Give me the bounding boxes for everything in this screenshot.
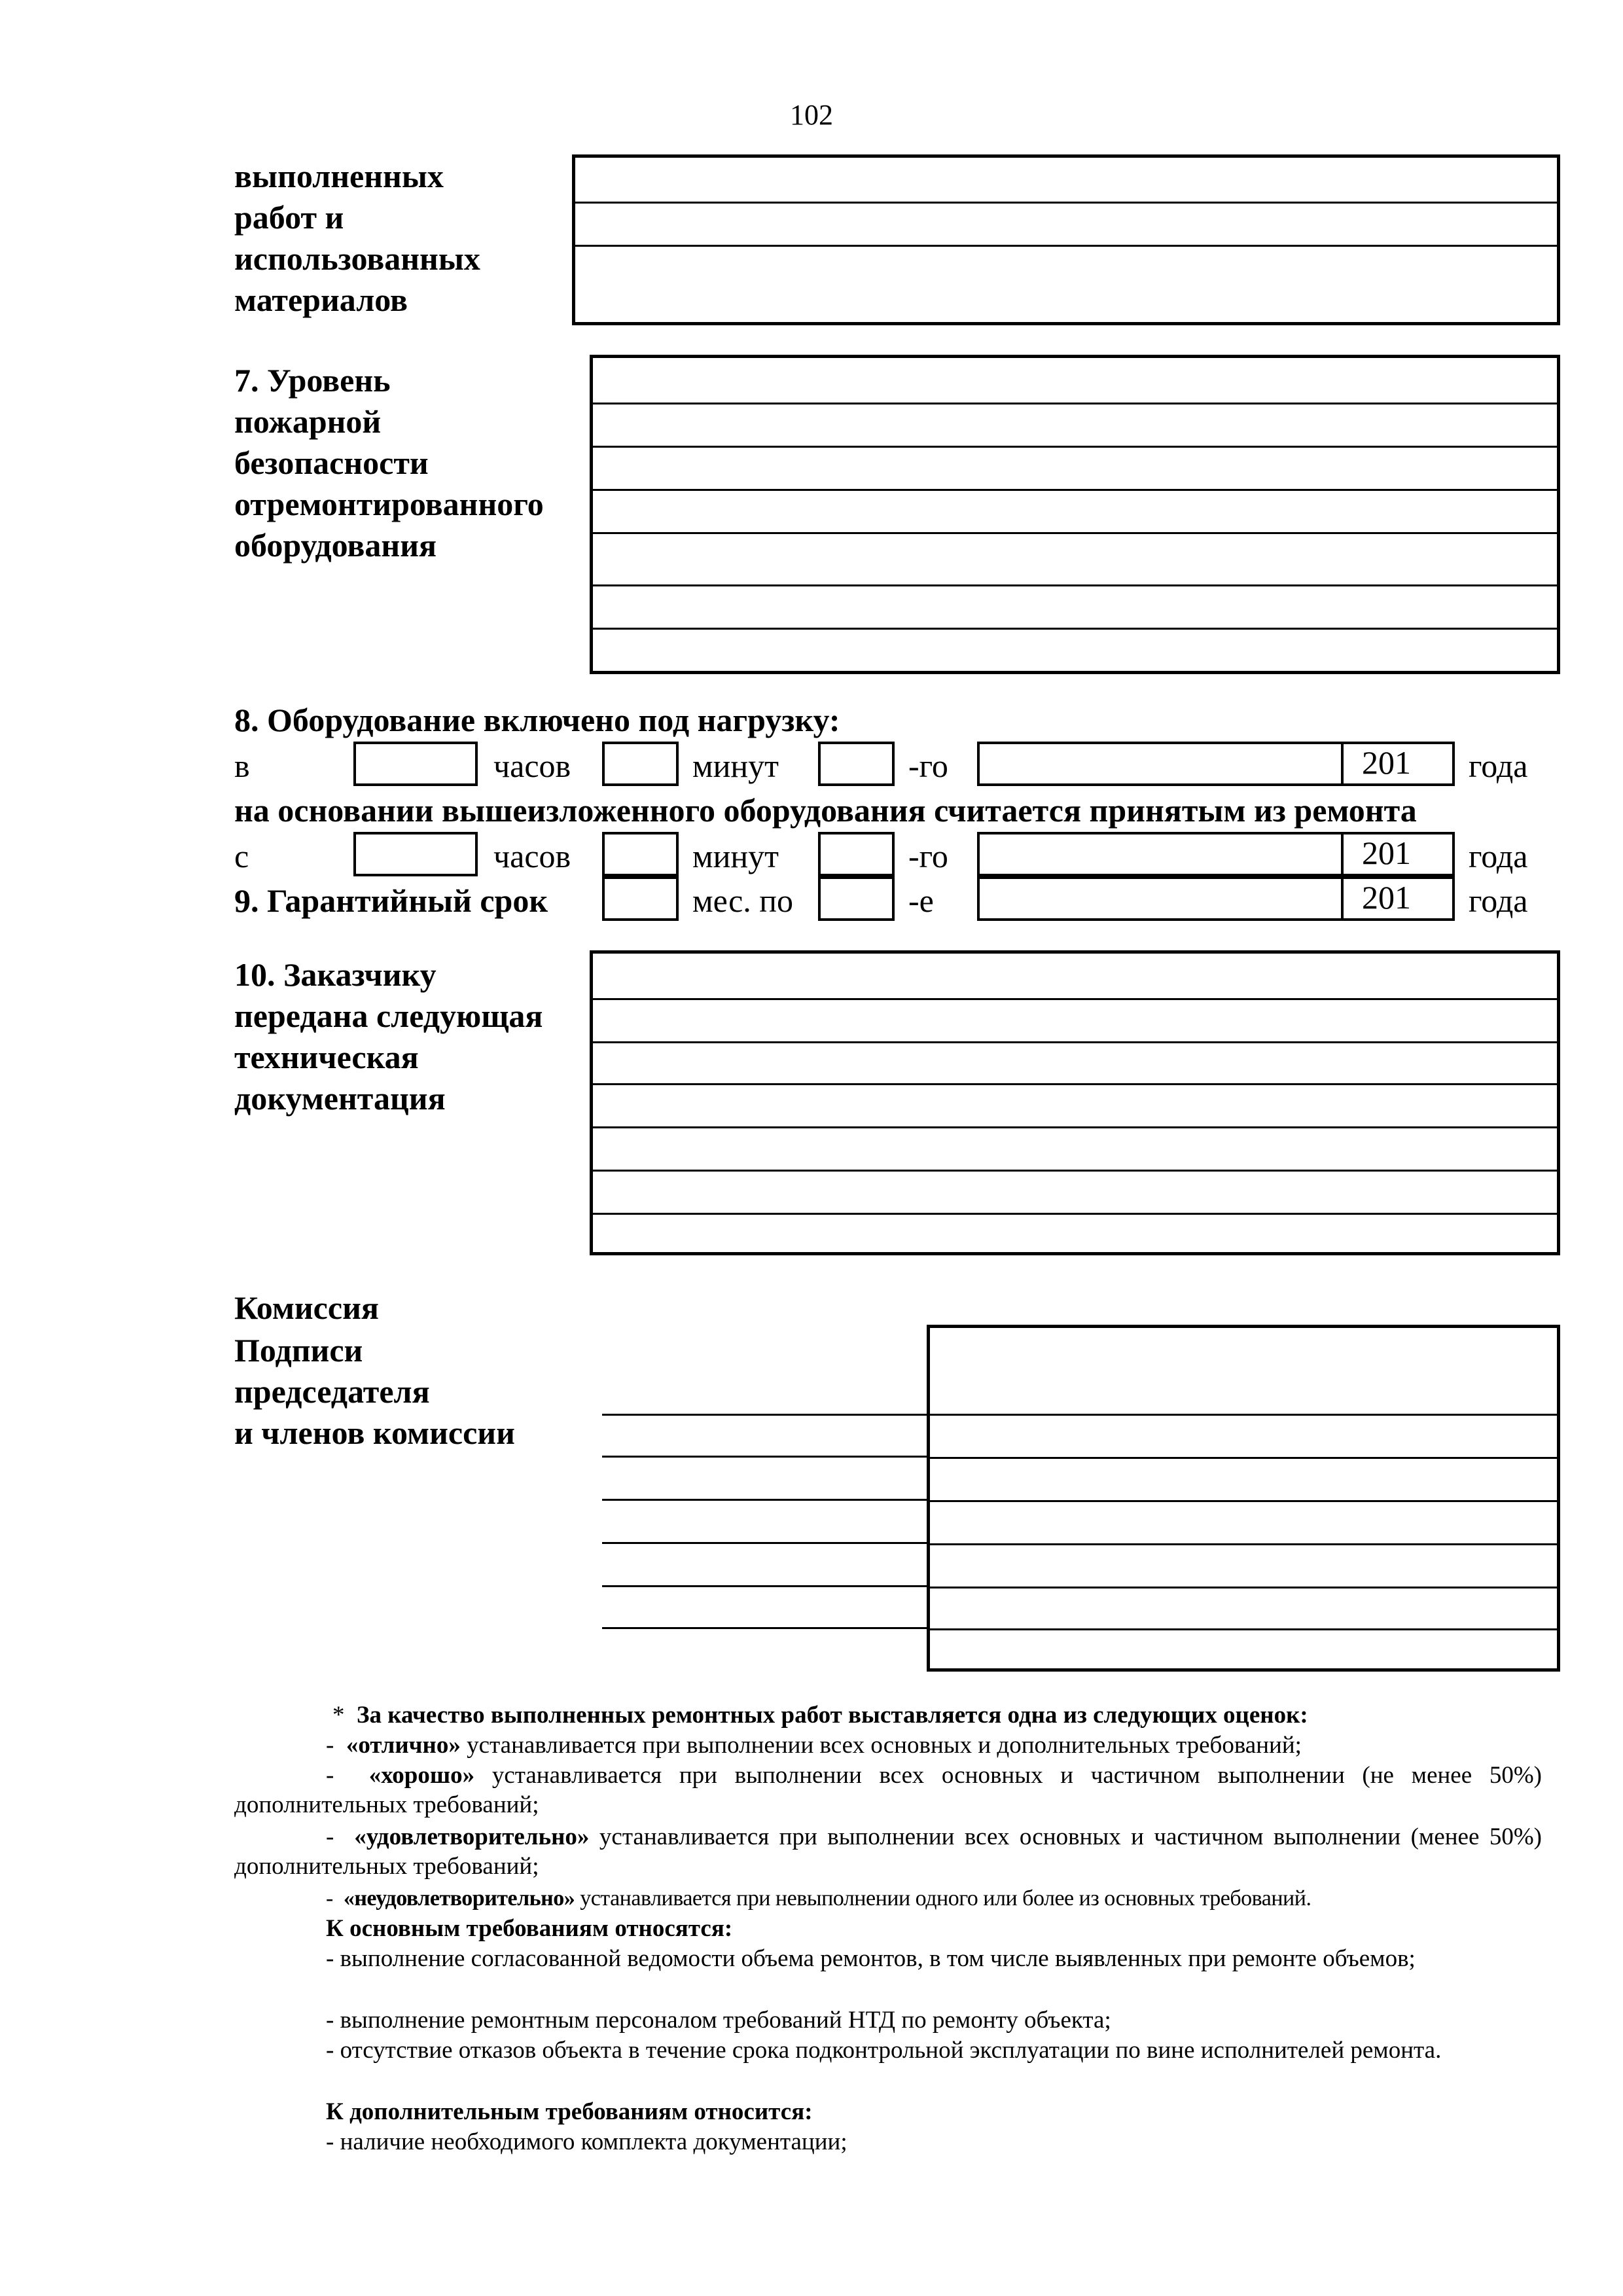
hours-input-start[interactable] (353, 742, 478, 786)
commission-name-row[interactable] (930, 1543, 1557, 1587)
commission-name-row[interactable] (930, 1414, 1557, 1457)
section10-row[interactable] (593, 1170, 1557, 1213)
warranty-months-input[interactable] (602, 876, 679, 921)
section10-row[interactable] (593, 1083, 1557, 1126)
year-prefix: 201 (1362, 879, 1411, 916)
section10-row[interactable] (593, 998, 1557, 1041)
section7-row[interactable] (593, 358, 1557, 403)
month-input-accepted[interactable] (977, 832, 1344, 876)
section7-row[interactable] (593, 489, 1557, 532)
year-prefix: 201 (1362, 834, 1411, 871)
extra-req-header-text: К дополнительным требованиям относится: (326, 2098, 813, 2125)
grade-term: «хорошо» (368, 1762, 475, 1789)
year-word: года (1469, 882, 1528, 919)
day-suffix-e: -е (908, 882, 934, 919)
signature-line[interactable] (602, 1499, 929, 1501)
section10-row[interactable] (593, 1041, 1557, 1083)
dash: - (326, 1762, 334, 1789)
main-req-header-text: К основным требованиям относятся: (326, 1915, 733, 1942)
main-req-header (234, 1914, 1542, 1943)
months-label: мес. по (692, 882, 794, 919)
section7-row[interactable] (593, 446, 1557, 489)
day-input-start[interactable] (818, 742, 895, 786)
extra-req-item: - наличие необходимого комплекта документации; (326, 2128, 847, 2155)
notes-header (234, 1700, 1542, 1730)
hours-label: часов (493, 838, 571, 874)
section6-row[interactable] (575, 158, 1557, 202)
section10-row[interactable] (593, 1213, 1557, 1252)
section6-row[interactable] (575, 245, 1557, 322)
grade-text: устанавливается при выполнении всех основных и частичном выполнении (менее 50%) дополнительных требований; (234, 1823, 1542, 1880)
year-word: года (1469, 838, 1528, 874)
notes-star: * (332, 1702, 345, 1729)
section10-row[interactable] (593, 1126, 1557, 1170)
main-req-item: - выполнение согласованной ведомости объема ремонтов, в том числе выявленных при ремонте объемов; (326, 1945, 1416, 1972)
section6-table (572, 154, 1560, 325)
signature-line[interactable] (602, 1414, 929, 1416)
grade-text: устанавливается при выполнении всех основных и дополнительных требований; (460, 1732, 1302, 1759)
section10-label: 10. Заказчику передана следующая техническая документация (234, 956, 543, 1117)
basis-text: на основании вышеизложенного оборудования считается принятым из ремонта (234, 792, 1417, 829)
warranty-day-input[interactable] (818, 876, 895, 921)
prefix-v: в (234, 747, 250, 784)
commission-name-row[interactable] (930, 1628, 1557, 1668)
year-input-start[interactable] (1341, 742, 1455, 786)
day-input-accepted[interactable] (818, 832, 895, 876)
warranty-year-input[interactable] (1341, 876, 1455, 921)
signature-line[interactable] (602, 1627, 929, 1629)
grade-text: устанавливается при невыполнении одного или более из основных требований. (575, 1886, 1311, 1910)
notes-header-text: За качество выполненных ремонтных работ выставляется одна из следующих оценок: (357, 1702, 1308, 1729)
extra-req-header (234, 2097, 1542, 2126)
section8-title: 8. Оборудование включено под нагрузку: (234, 702, 840, 738)
minutes-input-start[interactable] (602, 742, 679, 786)
commission-name-row[interactable] (930, 1328, 1557, 1414)
section7-row[interactable] (593, 403, 1557, 446)
grade-text: устанавливается при выполнении всех основных и частичном выполнении (не менее 50%) дополнительных требований; (234, 1762, 1542, 1818)
section7-row[interactable] (593, 584, 1557, 628)
section7-row[interactable] (593, 628, 1557, 671)
prefix-s: с (234, 838, 249, 874)
main-req-item: - выполнение ремонтным персоналом требований НТД по ремонту объекта; (326, 2007, 1111, 2034)
year-prefix: 201 (1362, 744, 1411, 781)
minutes-label: минут (692, 838, 779, 874)
commission-label: Подписи председателя и членов комиссии (234, 1332, 515, 1451)
signature-line[interactable] (602, 1456, 929, 1458)
section6-row[interactable] (575, 202, 1557, 245)
grade-unsatisfactory (234, 1884, 1542, 1913)
section9-title: 9. Гарантийный срок (234, 882, 548, 919)
dash: - (326, 1732, 334, 1759)
dash: - (326, 1886, 333, 1910)
grade-excellent (234, 1731, 1542, 1760)
hours-label: часов (493, 747, 571, 784)
year-word: года (1469, 747, 1528, 784)
commission-names-table (927, 1325, 1560, 1672)
commission-title: Комиссия (234, 1289, 379, 1326)
section6-label: выполненных работ и использованных материалов (234, 158, 480, 318)
day-suffix: -го (908, 838, 948, 874)
section10-row[interactable] (593, 954, 1557, 998)
minutes-label: минут (692, 747, 779, 784)
grade-term: «отлично» (346, 1732, 461, 1759)
section10-table (590, 950, 1560, 1255)
grade-good (234, 1761, 1542, 1820)
grade-term: «удовлетворительно» (354, 1823, 590, 1850)
section7-row[interactable] (593, 532, 1557, 584)
page-number: 102 (790, 99, 833, 131)
commission-name-row[interactable] (930, 1457, 1557, 1500)
dash: - (326, 1823, 334, 1850)
signature-line[interactable] (602, 1585, 929, 1587)
warranty-month-input[interactable] (977, 876, 1344, 921)
month-input-start[interactable] (977, 742, 1344, 786)
section7-label: 7. Уровень пожарной безопасности отремонтированного оборудования (234, 362, 544, 564)
main-req-item: - отсутствие отказов объекта в течение срока подконтрольной эксплуатации по вине исполнителей ремонта. (326, 2037, 1442, 2064)
signature-line[interactable] (602, 1542, 929, 1544)
year-input-accepted[interactable] (1341, 832, 1455, 876)
section7-table (590, 355, 1560, 674)
grade-term: «неудовлетворительно» (343, 1886, 575, 1910)
commission-name-row[interactable] (930, 1500, 1557, 1543)
hours-input-accepted[interactable] (353, 832, 478, 876)
grade-satisfactory (234, 1822, 1542, 1881)
minutes-input-accepted[interactable] (602, 832, 679, 876)
day-suffix: -го (908, 747, 948, 784)
commission-name-row[interactable] (930, 1587, 1557, 1628)
